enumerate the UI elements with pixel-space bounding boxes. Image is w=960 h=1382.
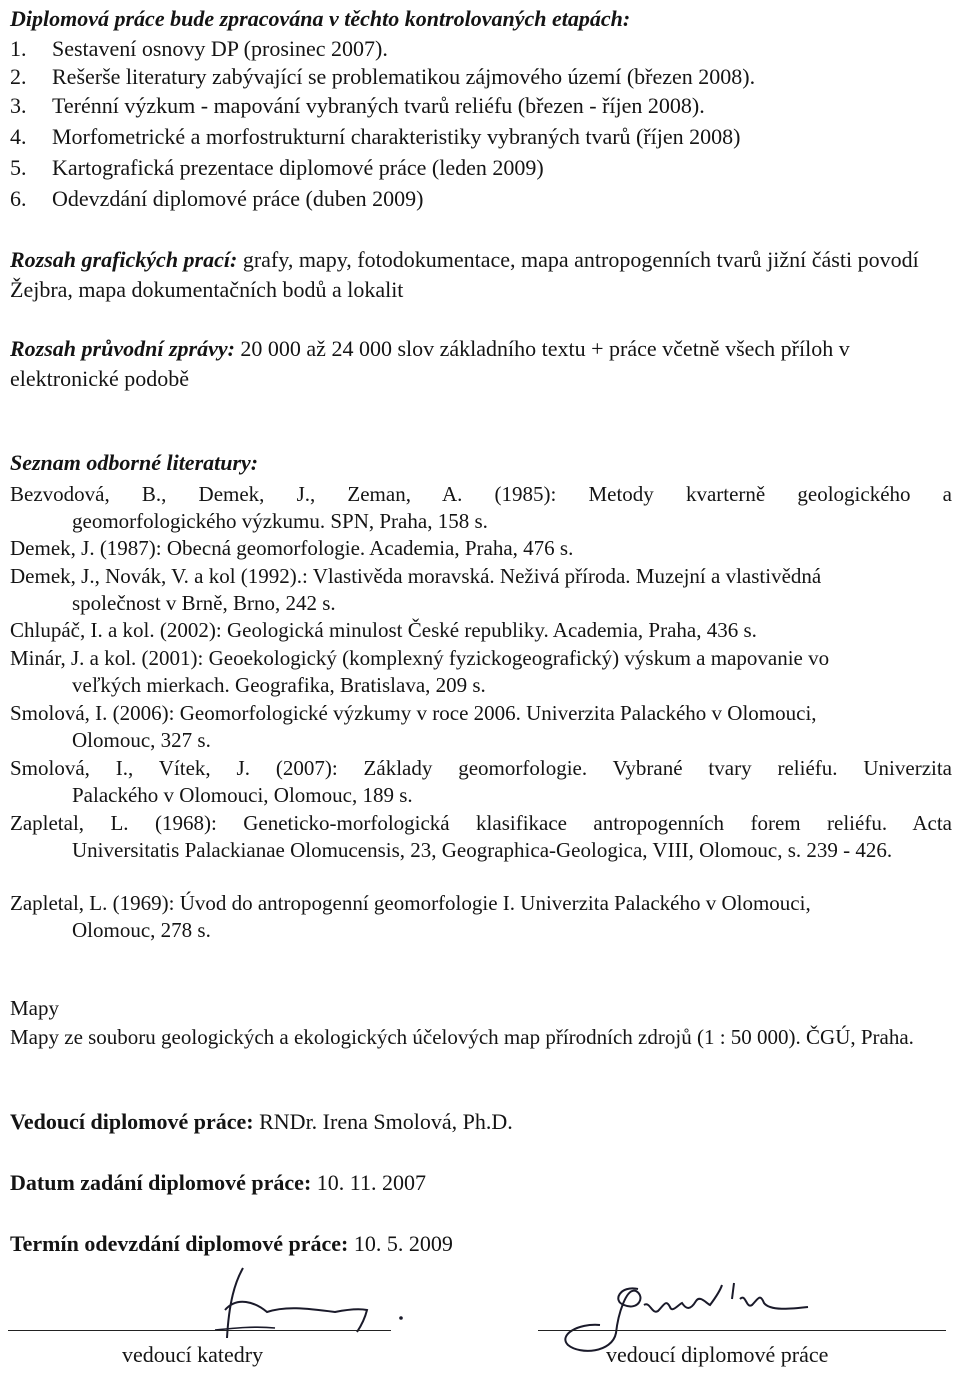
stages-heading: Diplomová práce bude zpracována v těchto kontrolovaných etapách: bbox=[10, 6, 631, 31]
reference: Zapletal, L. (1969): Úvod do antropogenní geomorfologie I. Univerzita Palackého v Olomouci, Olomouc, 278 s. bbox=[10, 891, 811, 942]
graphic-scope-text: grafy, mapy, fotodokumentace, mapa antropogenních tvarů jižní části povodí Žejbra, mapa dokumentačních bodů a lokalit bbox=[10, 247, 919, 302]
reference: Minár, J. a kol. (2001): Geoekologický (komplexný fyzickogeografický) výskum a mapovanie vo veľkých mierkach. Geografika, Bratislava, 209 s. bbox=[10, 646, 830, 697]
reference: Zapletal, L. (1968): Geneticko-morfologická klasifikace antropogenních forem reliéfu. Acta Universitatis Palackianae Olomucensis, 23, Geographica-Geologica, VIII, Olomouc, s. 239 - 426. bbox=[10, 811, 952, 862]
stage-item: 3. Terénní výzkum - mapování vybraných tvarů reliéfu (březen - říjen 2008). bbox=[10, 93, 705, 118]
reference: Demek, J. (1987): Obecná geomorfologie. Academia, Praha, 476 s. bbox=[10, 536, 574, 560]
stage-item: 4. Morfometrické a morfostrukturní charakteristiky vybraných tvarů (říjen 2008) bbox=[10, 124, 741, 149]
signature-line-right bbox=[538, 1330, 946, 1331]
stage-item: 6. Odevzdání diplomové práce (duben 2009) bbox=[10, 186, 424, 211]
signature-line-left bbox=[8, 1330, 391, 1331]
supervisor-signature-label: vedoucí diplomové práce bbox=[606, 1342, 829, 1367]
graphic-scope-label: Rozsah grafických prací: bbox=[10, 247, 238, 272]
reference: Chlupáč, I. a kol. (2002): Geologická minulost České republiky. Academia, Praha, 436 s. bbox=[10, 618, 757, 642]
report-scope-text: 20 000 až 24 000 slov základního textu + práce včetně všech příloh v elektronické podobě bbox=[10, 336, 850, 391]
literature-heading: Seznam odborné literatury: bbox=[10, 450, 259, 475]
reference: Demek, J., Novák, V. a kol (1992).: Vlastivěda moravská. Neživá příroda. Muzejní a vlastivědná společnost v Brně, Brno, 242 s. bbox=[10, 564, 822, 615]
deadline-value: 10. 5. 2009 bbox=[353, 1231, 453, 1256]
report-scope-label: Rozsah průvodní zprávy: bbox=[10, 336, 235, 361]
deadline-field bbox=[10, 1231, 453, 1257]
maps-text: Mapy ze souboru geologických a ekologických účelových map přírodních zdrojů (1 : 50 000). ČGÚ, Praha. bbox=[10, 1025, 914, 1049]
assigned-date-field bbox=[10, 1170, 426, 1196]
supervisor-label: Vedoucí diplomové práce: bbox=[10, 1109, 254, 1134]
head-of-department-label: vedoucí katedry bbox=[122, 1342, 264, 1367]
stage-item: 1. Sestavení osnovy DP (prosinec 2007). bbox=[10, 36, 388, 61]
assigned-date-value: 10. 11. 2007 bbox=[316, 1170, 426, 1195]
reference: Smolová, I. (2006): Geomorfologické výzkumy v roce 2006. Univerzita Palackého v Olomouci, Olomouc, 327 s. bbox=[10, 701, 817, 752]
assigned-date-label: Datum zadání diplomové práce: bbox=[10, 1170, 312, 1195]
report-scope bbox=[10, 334, 945, 394]
stage-item: 2. Rešerše literatury zabývající se problematikou zájmového území (březen 2008). bbox=[10, 64, 756, 89]
supervisor-value: RNDr. Irena Smolová, Ph.D. bbox=[259, 1109, 513, 1134]
supervisor-field bbox=[10, 1109, 513, 1135]
reference: Smolová, I., Vítek, J. (2007): Základy geomorfologie. Vybrané tvary reliéfu. Univerzita Palackého v Olomouci, Olomouc, 189 s. bbox=[10, 756, 952, 807]
deadline-label: Termín odevzdání diplomové práce: bbox=[10, 1231, 349, 1256]
stage-item: 5. Kartografická prezentace diplomové práce (leden 2009) bbox=[10, 155, 544, 180]
maps-heading: Mapy bbox=[10, 996, 59, 1020]
graphic-scope bbox=[10, 245, 945, 305]
reference: Bezvodová, B., Demek, J., Zeman, A. (1985): Metody kvarterně geologického a geomorfologického výzkumu. SPN, Praha, 158 s. bbox=[10, 482, 952, 533]
